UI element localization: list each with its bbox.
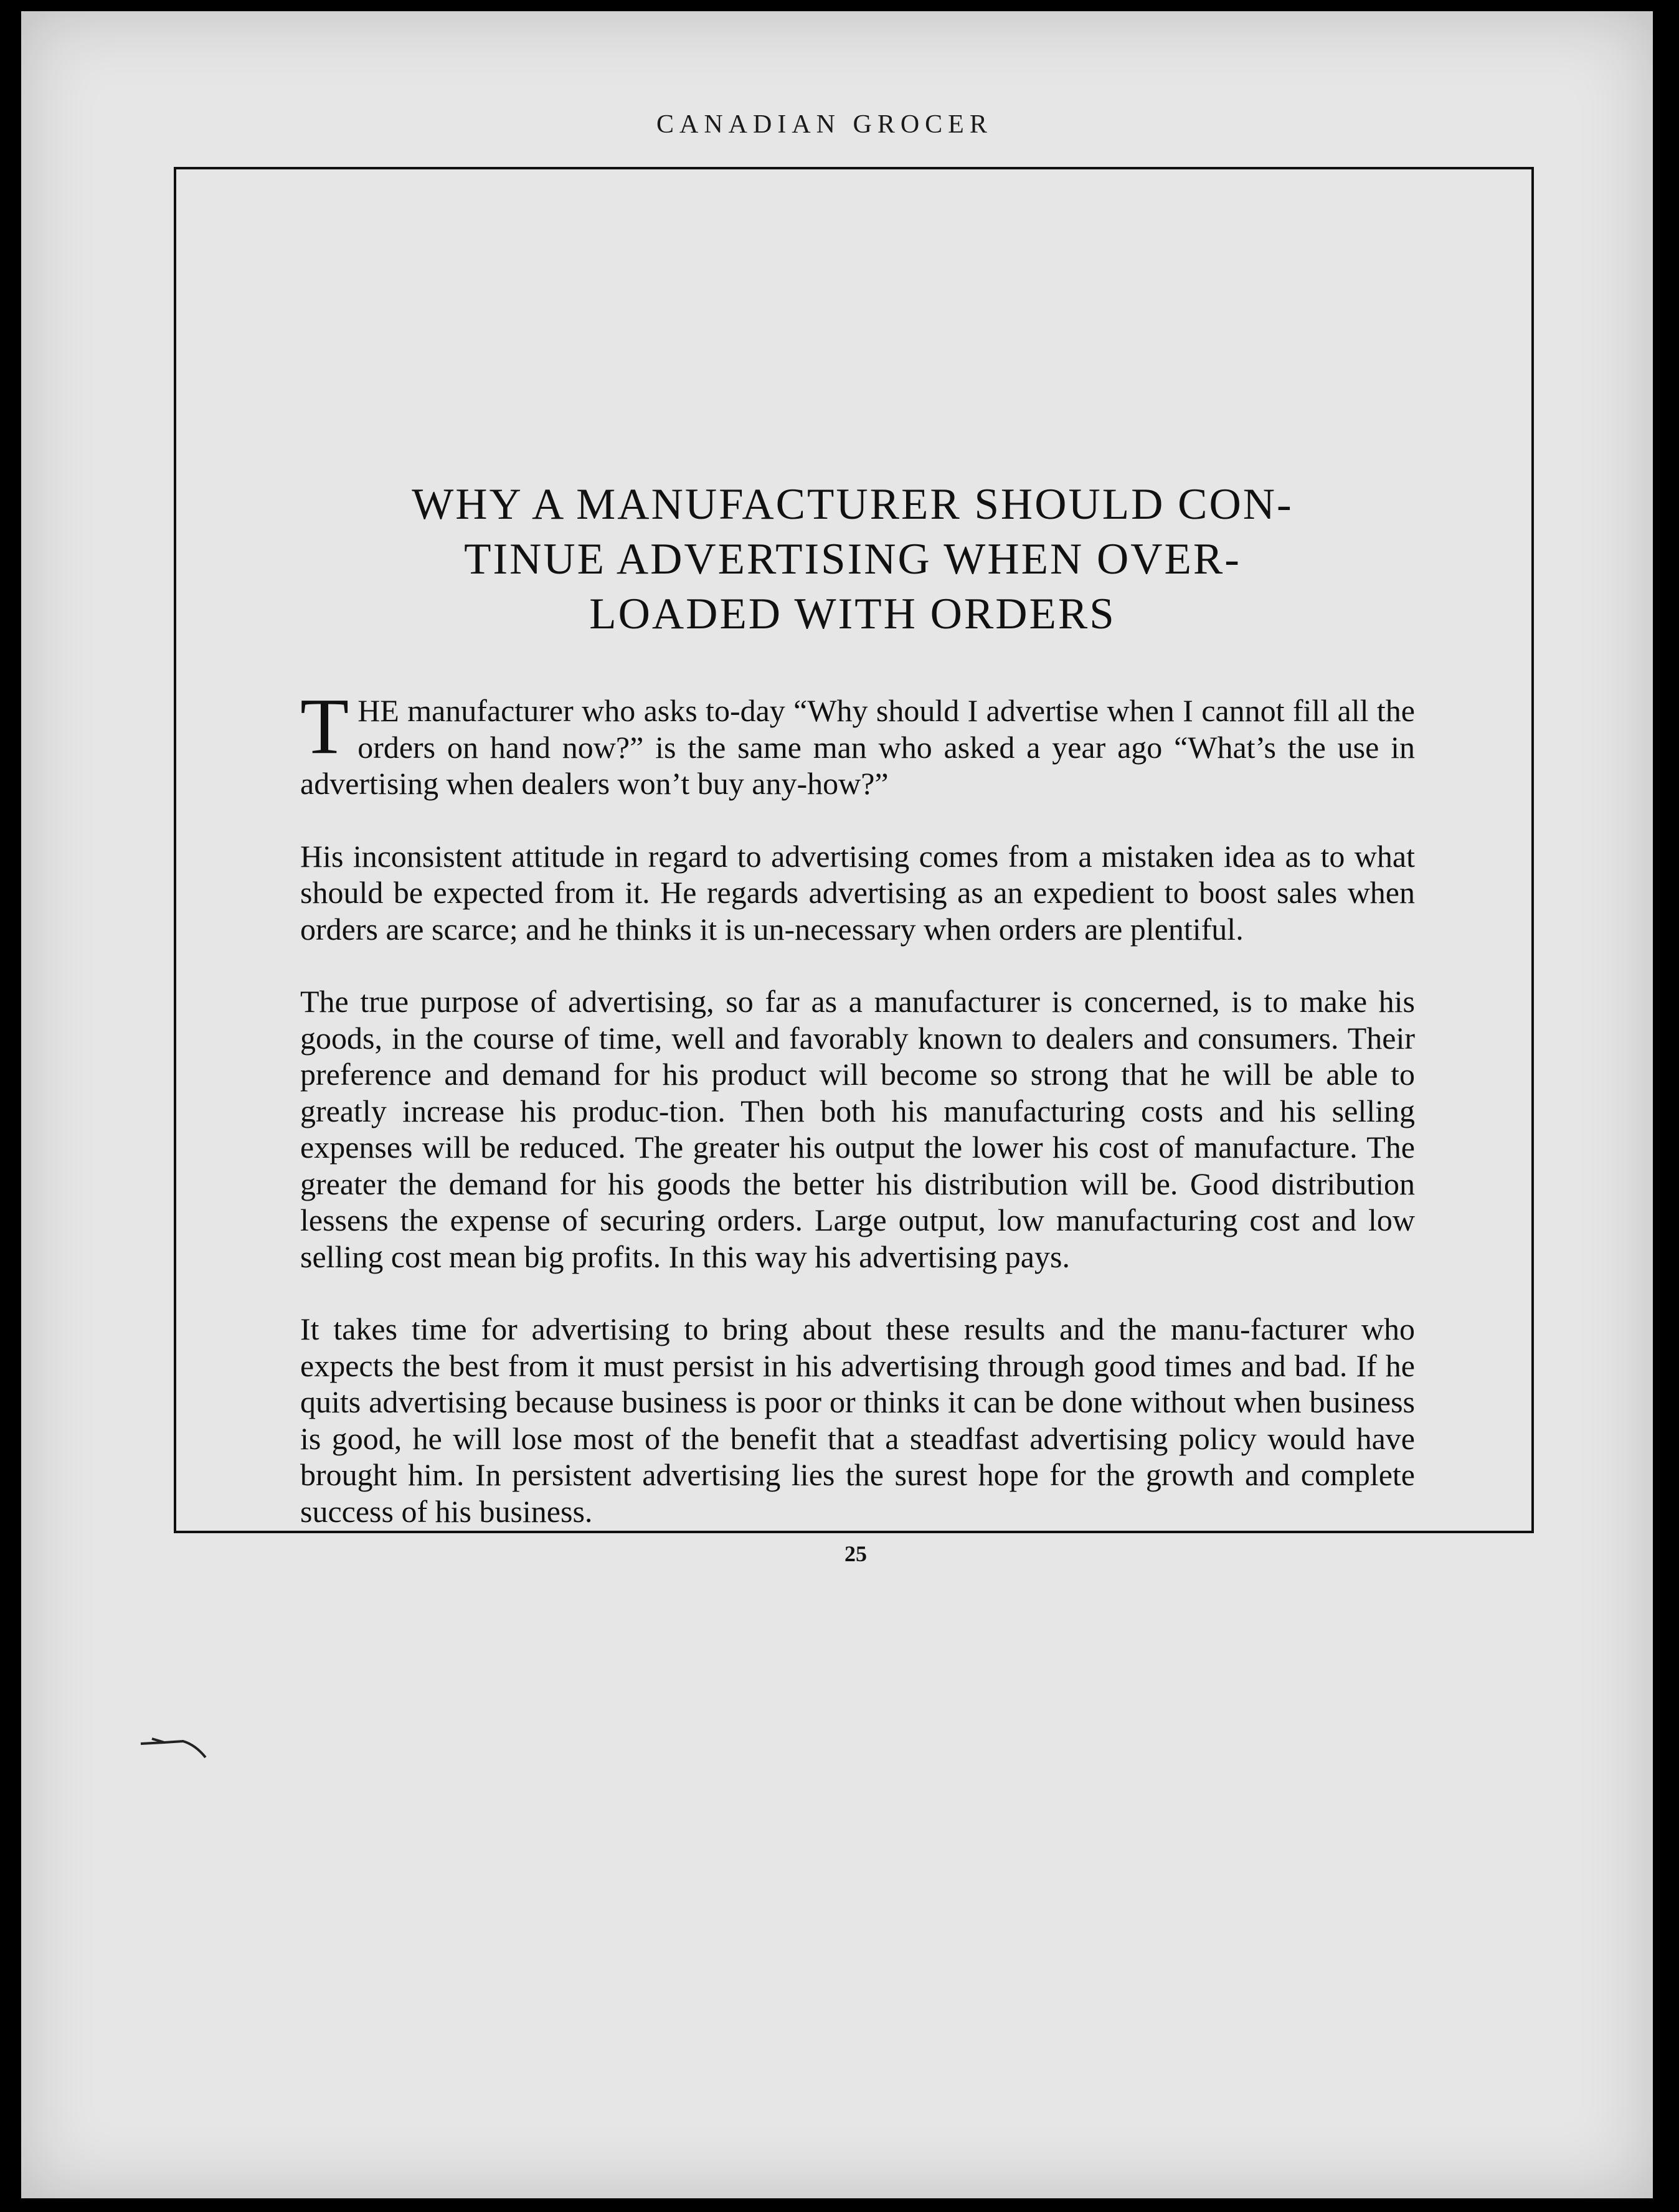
scanned-page [21, 11, 1653, 2198]
paragraph-4: It takes time for advertising to bring about these results and the manu-facturer who expects the best from it must persist in his advertising through good times and bad. If he quits advertising because business is poor or thinks it can be done without when business is good, he will lose most of the benefit that a steadfast advertising policy would have brought him. In persistent advertising lies the surest hope for the growth and complete success of his business. [300, 1312, 1415, 1529]
article-body [300, 682, 1415, 1566]
title-line-2: TINUE ADVERTISING WHEN OVER- [464, 535, 1241, 584]
title-line-3: LOADED WITH ORDERS [589, 590, 1116, 638]
page-number: 25 [844, 1541, 867, 1566]
running-head: CANADIAN GROCER [656, 110, 993, 139]
drop-cap: T [300, 682, 349, 770]
paragraph-3: The true purpose of advertising, so far as a manufacturer is concerned, is to make his goods, in the course of time, well and favorably known to dealers and consumers. Their preference and demand for his product will become so strong that he will be able to greatly increase his produc-tion. Then both his manufacturing costs and his selling expenses will be reduced. The greater his output the lower his cost of manufacture. The greater the demand for his goods the better his distribution will be. Good distribution lessens the expense of securing orders. Large output, low manufacturing cost and low selling cost mean big profits. In this way his advertising pays. [300, 984, 1415, 1274]
paragraph-1 [300, 682, 1415, 802]
paragraph-1-text: HE manufacturer who asks to-day “Why should I advertise when I cannot fill all the orders on hand now?” is the same man who asked a year ago “What’s the use in advertising when dealers won’t buy any-how?” [300, 693, 1415, 801]
title-line-1: WHY A MANUFACTURER SHOULD CON- [412, 480, 1294, 529]
article-title [283, 477, 1422, 641]
paragraph-2: His inconsistent attitude in regard to advertising comes from a mistaken idea as to what should be expected from it. He regards advertising as an expedient to boost sales when orders are scarce; and he thinks it is un-necessary when orders are plentiful. [300, 838, 1415, 947]
pencil-mark [140, 1736, 208, 1761]
